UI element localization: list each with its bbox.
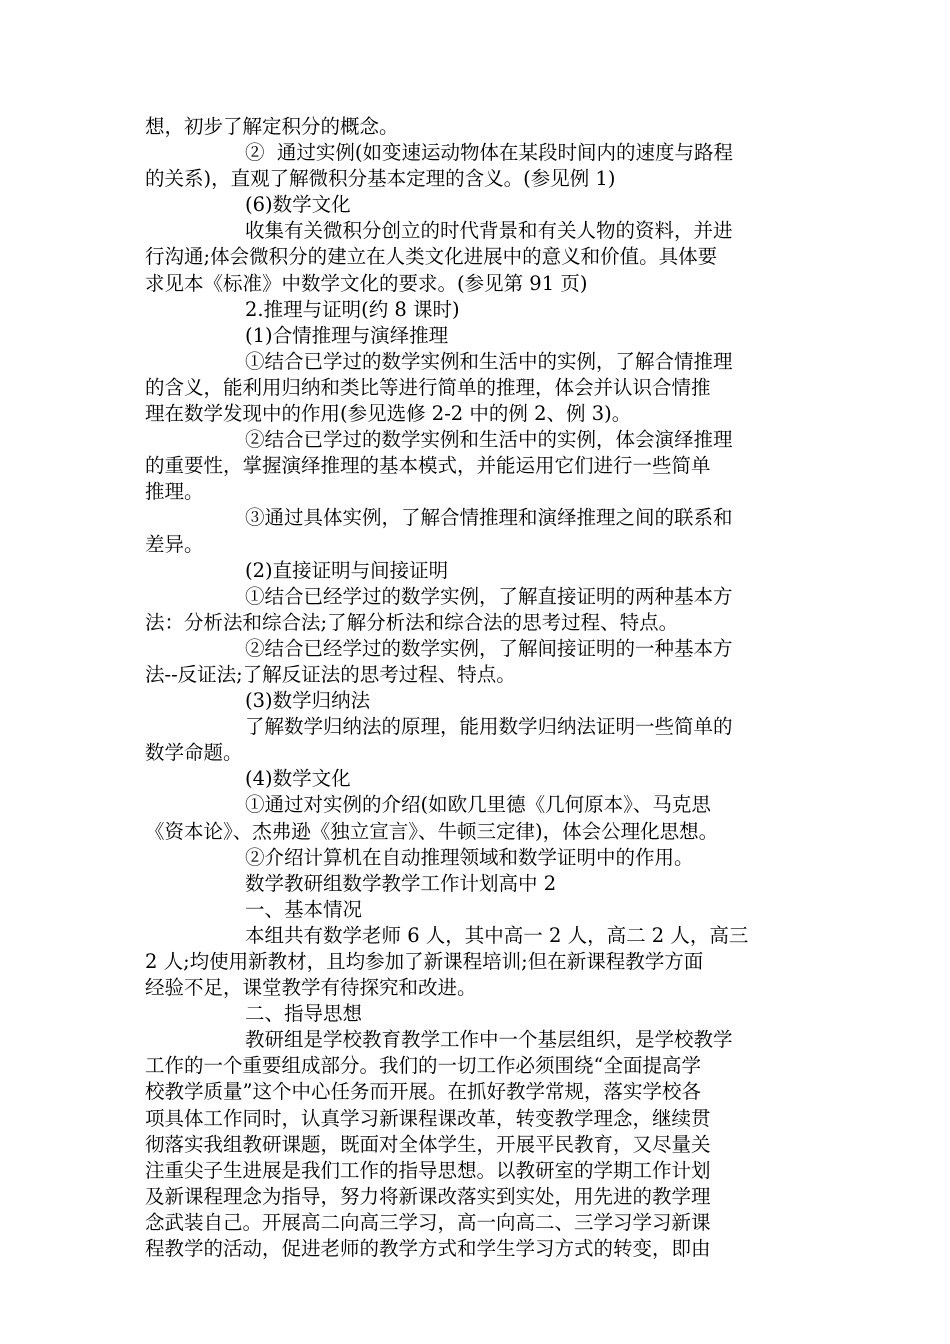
text-line: 念武装自己。开展高二向高三学习，高一向高二、三学习学习新课 [145,1210,711,1234]
text-line: ③通过具体实例，了解合情推理和演绎推理之间的联系和 [245,506,733,530]
text-line: 程教学的活动，促进老师的教学方式和学生学习方式的转变，即由 [145,1237,711,1261]
text-line: 项具体工作同时，认真学习新课程课改革，转变教学理念，继续贯 [145,1106,711,1130]
text-line: 行沟通;体会微积分的建立在人类文化进展中的意义和价值。具体要 [145,245,718,269]
text-line: 校教学质量”这个中心任务而开展。在抓好教学常规，落实学校各 [145,1080,701,1104]
text-line: 的重要性，掌握演绎推理的基本模式，并能运用它们进行一些简单 [145,454,711,478]
text-line: 数学教研组数学教学工作计划高中 2 [245,871,557,895]
text-line: 《资本论》、杰弗逊《独立宣言》、牛顿三定律)，体会公理化思想。 [145,819,719,843]
text-line: 推理。 [145,480,204,504]
text-line: 一、基本情况 [245,897,363,921]
text-line: 本组共有数学老师 6 人，其中高一 2 人，高二 2 人，高三 [245,923,749,947]
document-body [145,114,815,1262]
text-line: 教研组是学校教育教学工作中一个基层组织，是学校教学 [245,1028,733,1052]
text-line: ①结合已学过的数学实例和生活中的实例，了解合情推理 [245,349,733,373]
text-line: 二、指导思想 [245,1002,363,1026]
text-line: 及新课程理念为指导，努力将新课改落实到实处，用先进的教学理 [145,1184,711,1208]
text-line: 的关系)，直观了解微积分基本定理的含义。(参见例 1) [145,167,616,191]
text-line: ②结合已经学过的数学实例，了解间接证明的一种基本方 [245,636,733,660]
text-line: (6)数学文化 [245,193,351,217]
text-line: 收集有关微积分创立的时代背景和有关人物的资料，并进 [245,219,733,243]
text-line: 求见本《标准》中数学文化的要求。(参见第 91 页) [145,271,588,295]
text-line: 了解数学归纳法的原理，能用数学归纳法证明一些简单的 [245,715,733,739]
text-line: (4)数学文化 [245,767,351,791]
text-line: ②结合已学过的数学实例和生活中的实例，体会演绎推理 [245,428,733,452]
text-line: (3)数学归纳法 [245,689,371,713]
text-line: 差异。 [145,532,204,556]
text-line: 注重尖子生进展是我们工作的指导思想。以教研室的学期工作计划 [145,1158,711,1182]
text-line: 理在数学发现中的作用(参见选修 2-2 中的例 2、例 3)。 [145,402,632,426]
text-line: 彻落实我组教研课题，既面对全体学生，开展平民教育，又尽量关 [145,1132,711,1156]
text-line: ①通过对实例的介绍(如欧几里德《几何原本》、马克思 [245,793,711,817]
text-line: 法：分析法和综合法;了解分析法和综合法的思考过程、特点。 [145,610,679,634]
text-line: 工作的一个重要组成部分。我们的一切工作必须围绕“全面提高学 [145,1054,701,1078]
text-line: (2)直接证明与间接证明 [245,558,449,582]
text-line: ①结合已经学过的数学实例，了解直接证明的两种基本方 [245,584,733,608]
text-line: ② 通过实例(如变速运动物体在某段时间内的速度与路程 [245,141,734,165]
text-line: 数学命题。 [145,741,243,765]
text-line: 经验不足，课堂教学有待探究和改进。 [145,976,477,1000]
text-line: 2.推理与证明(约 8 课时) [245,297,460,321]
text-line: ②介绍计算机在自动推理领域和数学证明中的作用。 [245,845,694,869]
text-line: 的含义，能利用归纳和类比等进行简单的推理，体会并认识合情推 [145,375,711,399]
text-line: 想，初步了解定积分的概念。 [145,115,399,138]
text-line: 法--反证法;了解反证法的思考过程、特点。 [145,662,516,686]
text-line: 2 人;均使用新教材，且均参加了新课程培训;但在新课程教学方面 [145,950,704,973]
text-line: (1)合情推理与演绎推理 [245,323,449,347]
